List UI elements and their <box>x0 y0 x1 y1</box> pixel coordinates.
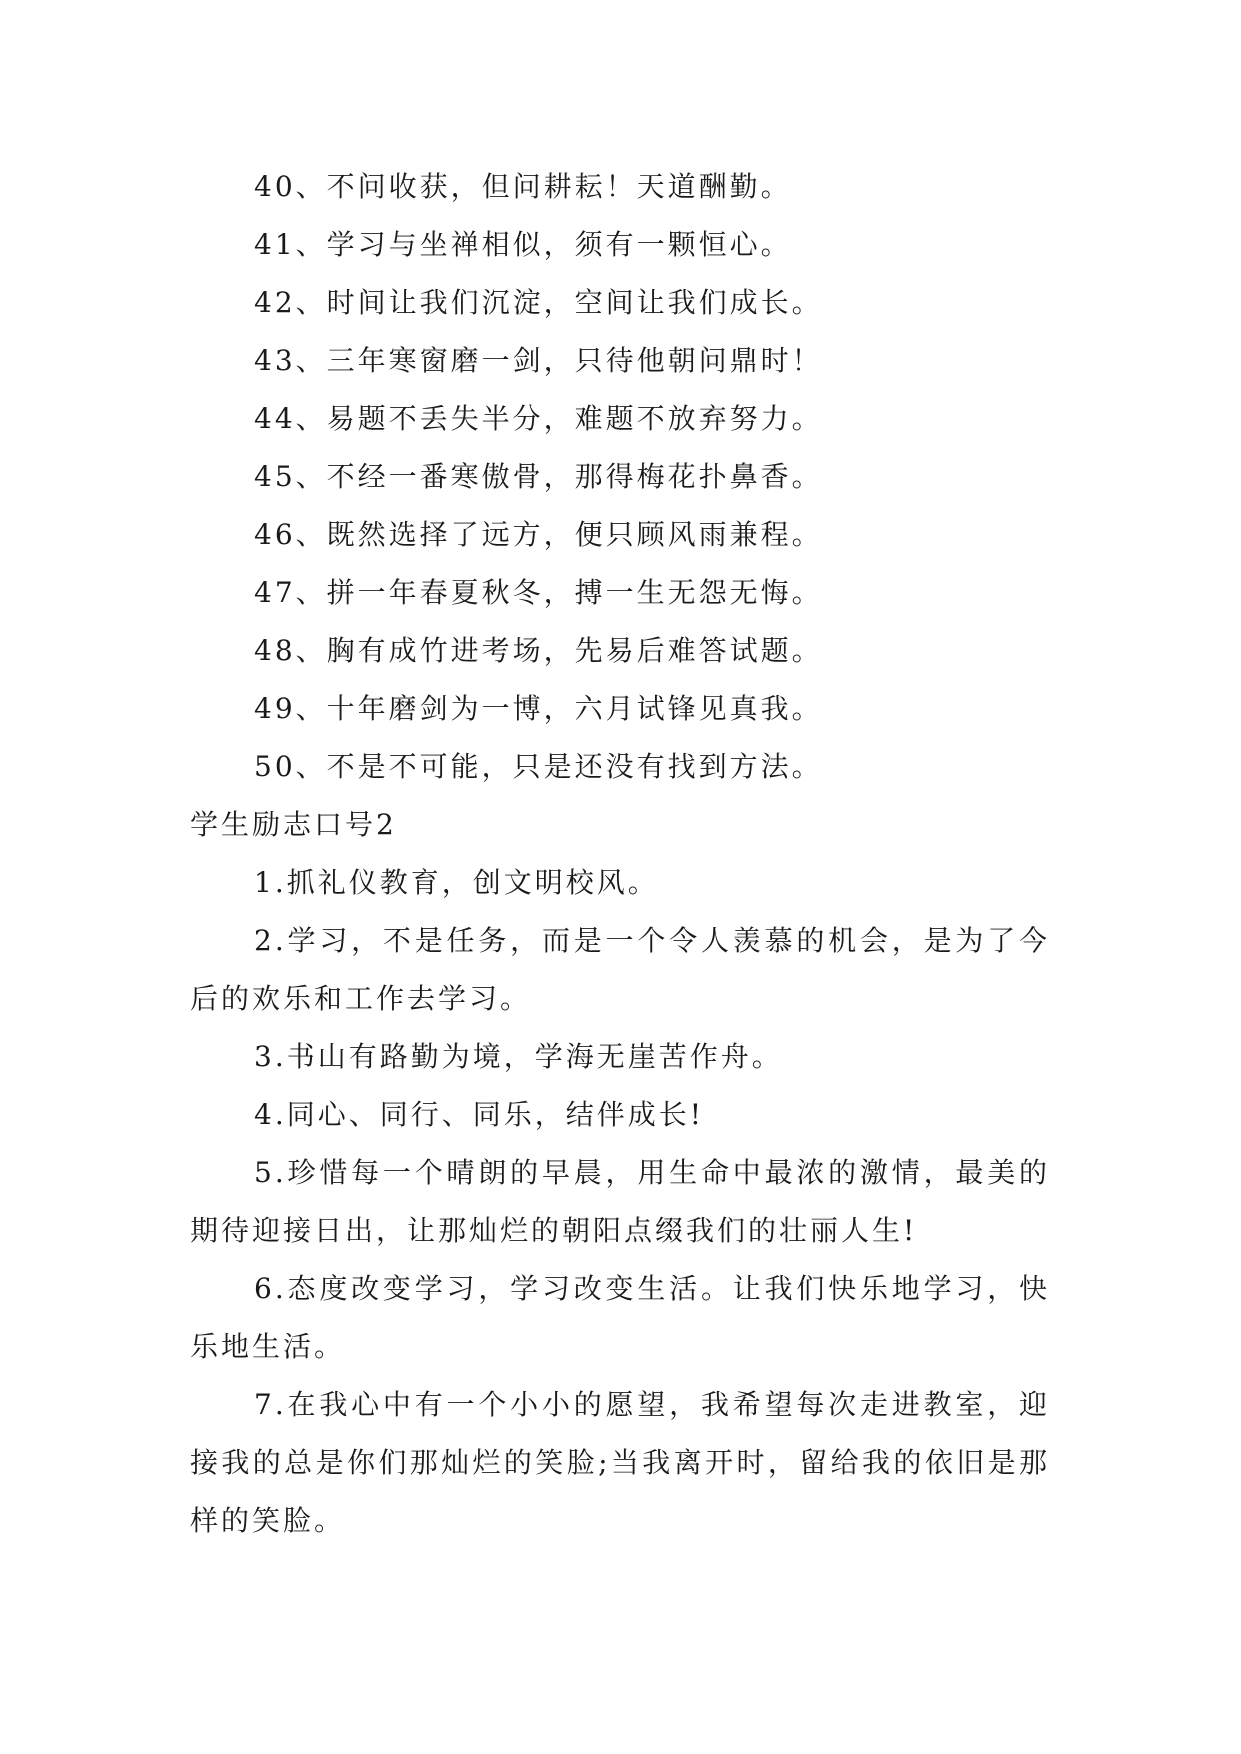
section-heading: 学生励志口号2 <box>190 808 397 841</box>
list-item: 42、时间让我们沉淀，空间让我们成长。 <box>254 286 823 319</box>
list-item: 44、易题不丢失半分，难题不放弃努力。 <box>254 402 823 435</box>
list-item: 46、既然选择了远方，便只顾风雨兼程。 <box>254 518 823 551</box>
list-item: 41、学习与坐禅相似，须有一颗恒心。 <box>254 228 792 261</box>
list-item: 6.态度改变学习，学习改变生活。让我们快乐地学习，快乐地生活。 <box>190 1272 1050 1363</box>
list-item: 5.珍惜每一个晴朗的早晨，用生命中最浓的激情，最美的期待迎接日出，让那灿烂的朝阳点缀我们的壮丽人生! <box>190 1156 1050 1247</box>
list-item: 49、十年磨剑为一博，六月试锋见真我。 <box>254 692 823 725</box>
list-item: 47、拼一年春夏秋冬，搏一生无怨无悔。 <box>254 576 823 609</box>
list-item: 50、不是不可能，只是还没有找到方法。 <box>254 750 823 783</box>
list-item: 2.学习，不是任务，而是一个令人羡慕的机会，是为了今后的欢乐和工作去学习。 <box>190 924 1050 1015</box>
list-item: 7.在我心中有一个小小的愿望，我希望每次走进教室，迎接我的总是你们那灿烂的笑脸;当我离开时，留给我的依旧是那样的笑脸。 <box>190 1388 1050 1537</box>
list-item: 1.抓礼仪教育，创文明校风。 <box>254 866 659 899</box>
list-item: 40、不问收获，但问耕耘！天道酬勤。 <box>254 170 792 203</box>
list-item: 48、胸有成竹进考场，先易后难答试题。 <box>254 634 823 667</box>
list-item: 43、三年寒窗磨一剑，只待他朝问鼎时！ <box>254 344 823 377</box>
list-item: 4.同心、同行、同乐，结伴成长! <box>254 1098 704 1131</box>
list-item: 45、不经一番寒傲骨，那得梅花扑鼻香。 <box>254 460 823 493</box>
document-body <box>190 158 1050 1550</box>
list-item: 3.书山有路勤为境，学海无崖苦作舟。 <box>254 1040 783 1073</box>
